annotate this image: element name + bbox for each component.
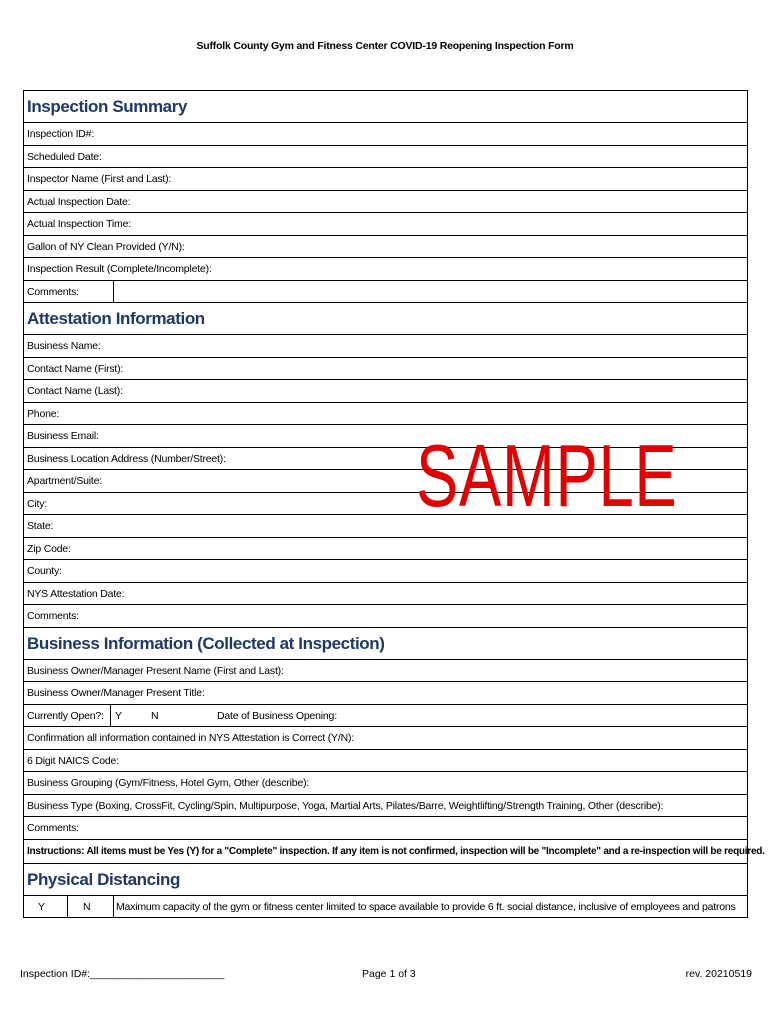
field-actual-inspection-time[interactable]: Actual Inspection Time:	[24, 213, 747, 236]
instructions: Instructions: All items must be Yes (Y) for a "Complete" inspection. If any item is not confirmed, inspection will be "Incomplete" and a re-inspection will be required.	[24, 840, 747, 864]
distancing-item-text: Maximum capacity of the gym or fitness center limited to space available to provide 6 ft. social distance, inclusive of employees and patrons	[116, 900, 736, 913]
field-contact-first[interactable]: Contact Name (First):	[24, 358, 747, 381]
footer-revision: rev. 20210519	[685, 968, 752, 980]
section-physical-distancing: Physical Distancing	[24, 864, 747, 896]
field-business-comments[interactable]: Comments:	[24, 817, 747, 840]
field-inspection-id[interactable]: Inspection ID#:	[24, 123, 747, 146]
footer-page-number: Page 1 of 3	[362, 968, 416, 980]
field-inspection-result[interactable]: Inspection Result (Complete/Incomplete):	[24, 258, 747, 281]
field-zip-code[interactable]: Zip Code:	[24, 538, 747, 561]
divider	[67, 896, 68, 918]
field-owner-title[interactable]: Business Owner/Manager Present Title:	[24, 682, 747, 705]
field-county[interactable]: County:	[24, 560, 747, 583]
field-phone[interactable]: Phone:	[24, 403, 747, 426]
distancing-no-option[interactable]: N	[83, 900, 91, 913]
field-business-address[interactable]: Business Location Address (Number/Street):	[24, 448, 747, 471]
field-business-email[interactable]: Business Email:	[24, 425, 747, 448]
field-apartment-suite[interactable]: Apartment/Suite:	[24, 470, 747, 493]
footer-inspection-id: Inspection ID#:_______________________	[20, 968, 225, 980]
distancing-yes-option[interactable]: Y	[38, 900, 45, 913]
field-confirmation[interactable]: Confirmation all information contained in NYS Attestation is Correct (Y/N):	[24, 727, 747, 750]
field-opening-date[interactable]: Date of Business Opening:	[217, 709, 337, 722]
field-business-grouping[interactable]: Business Grouping (Gym/Fitness, Hotel Gym, Other (describe):	[24, 772, 747, 795]
field-label: Comments:	[27, 285, 79, 298]
divider	[110, 705, 111, 727]
section-attestation-information: Attestation Information	[24, 303, 747, 335]
field-scheduled-date[interactable]: Scheduled Date:	[24, 146, 747, 169]
field-city[interactable]: City:	[24, 493, 747, 516]
field-summary-comments[interactable]	[24, 281, 747, 304]
field-owner-name[interactable]: Business Owner/Manager Present Name (First and Last):	[24, 660, 747, 683]
divider	[113, 281, 114, 303]
field-nys-attestation-date[interactable]: NYS Attestation Date:	[24, 583, 747, 606]
sample-watermark: SAMPLE	[416, 426, 678, 525]
field-contact-last[interactable]: Contact Name (Last):	[24, 380, 747, 403]
field-state[interactable]: State:	[24, 515, 747, 538]
field-naics-code[interactable]: 6 Digit NAICS Code:	[24, 750, 747, 773]
field-label: Currently Open?:	[27, 709, 104, 722]
field-currently-open	[24, 705, 747, 728]
section-business-information: Business Information (Collected at Inspection)	[24, 628, 747, 660]
field-business-type[interactable]: Business Type (Boxing, CrossFit, Cycling/Spin, Multipurpose, Yoga, Martial Arts, Pilates/Barre, Weightlifting/Strength Training, Other (describe):	[24, 795, 747, 818]
section-inspection-summary: Inspection Summary	[24, 91, 747, 123]
document-title: Suffolk County Gym and Fitness Center COVID-19 Reopening Inspection Form	[196, 40, 574, 52]
divider	[113, 896, 114, 918]
field-inspector-name[interactable]: Inspector Name (First and Last):	[24, 168, 747, 191]
distancing-item-row	[24, 896, 747, 919]
field-business-name[interactable]: Business Name:	[24, 335, 747, 358]
field-actual-inspection-date[interactable]: Actual Inspection Date:	[24, 191, 747, 214]
field-gallon-ny-clean[interactable]: Gallon of NY Clean Provided (Y/N):	[24, 236, 747, 259]
currently-open-yes-option[interactable]: Y	[115, 709, 122, 722]
field-attestation-comments[interactable]: Comments:	[24, 605, 747, 628]
currently-open-no-option[interactable]: N	[151, 709, 159, 722]
